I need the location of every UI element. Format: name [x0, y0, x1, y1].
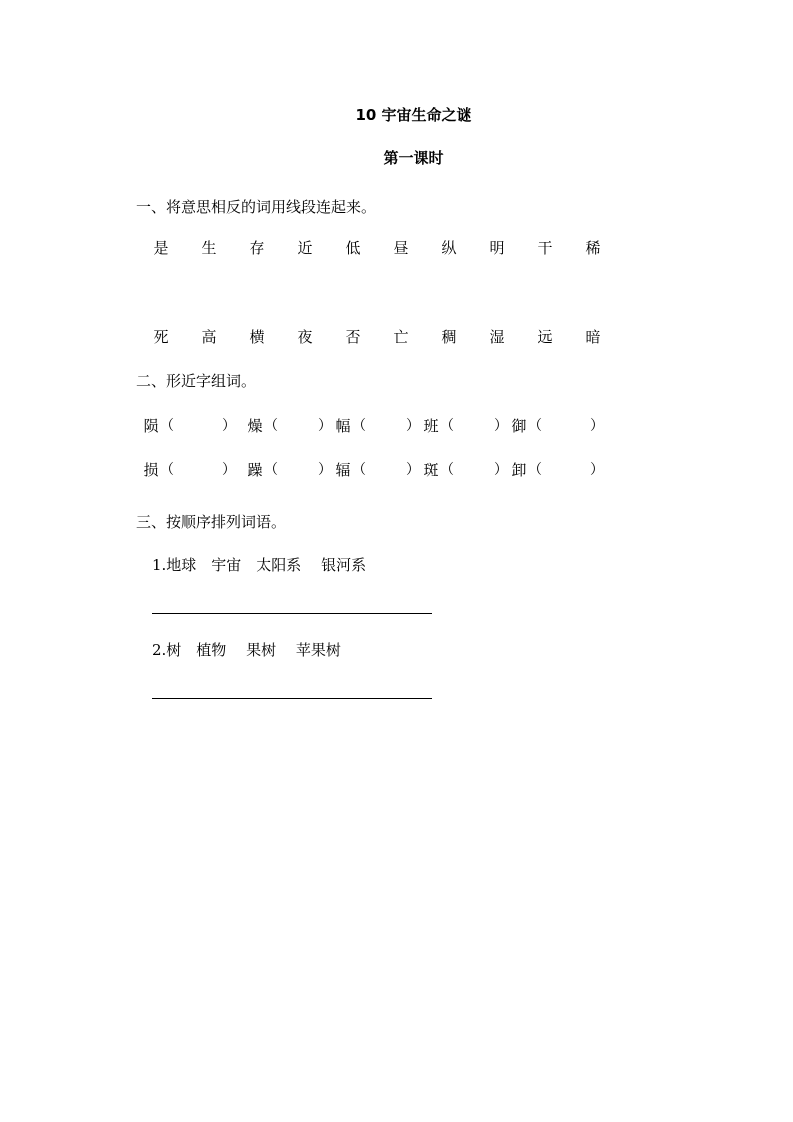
char-bottom-6: 亡	[393, 328, 409, 346]
answer-line-2[interactable]	[152, 698, 432, 699]
open-paren: （	[440, 462, 454, 478]
section2-heading: 二、形近字组词。	[136, 372, 257, 390]
char-bottom-4: 夜	[297, 328, 313, 346]
char-top-5: 低	[345, 239, 361, 257]
char-top-8: 明	[489, 239, 505, 257]
close-paren: ）	[590, 418, 604, 434]
similar-char-2-5: 卸	[511, 461, 527, 479]
open-paren: （	[440, 418, 454, 434]
similar-char-1-1: 陨	[143, 417, 159, 435]
char-bottom-7: 稠	[441, 328, 457, 346]
char-top-4: 近	[297, 239, 313, 257]
page-title: 10 宇宙生命之谜	[355, 106, 472, 124]
char-top-6: 昼	[393, 239, 409, 257]
close-paren: ）	[494, 462, 508, 478]
close-paren: ）	[590, 462, 604, 478]
char-top-1: 是	[153, 239, 169, 257]
char-bottom-3: 横	[249, 328, 265, 346]
close-paren: ）	[318, 418, 332, 434]
char-bottom-5: 否	[345, 328, 361, 346]
answer-line-1[interactable]	[152, 613, 432, 614]
similar-char-2-1: 损	[143, 461, 159, 479]
close-paren: ）	[222, 418, 236, 434]
order-question-2: 2.树 植物 果树 苹果树	[152, 641, 341, 659]
char-bottom-9: 远	[537, 328, 553, 346]
char-bottom-1: 死	[153, 328, 169, 346]
char-top-10: 稀	[585, 239, 601, 257]
open-paren: （	[264, 418, 278, 434]
open-paren: （	[528, 418, 542, 434]
similar-char-1-4: 班	[423, 417, 439, 435]
char-top-3: 存	[249, 239, 265, 257]
close-paren: ）	[318, 462, 332, 478]
open-paren: （	[352, 462, 366, 478]
char-top-7: 纵	[441, 239, 457, 257]
char-top-9: 干	[537, 239, 553, 257]
char-bottom-8: 湿	[489, 328, 505, 346]
similar-char-2-4: 斑	[423, 461, 439, 479]
close-paren: ）	[494, 418, 508, 434]
open-paren: （	[528, 462, 542, 478]
char-top-2: 生	[201, 239, 217, 257]
char-bottom-2: 高	[201, 328, 217, 346]
open-paren: （	[160, 462, 174, 478]
section3-heading: 三、按顺序排列词语。	[136, 513, 287, 531]
similar-char-1-2: 燥	[247, 417, 263, 435]
similar-char-2-2: 躁	[247, 461, 263, 479]
similar-char-1-5: 御	[511, 417, 527, 435]
open-paren: （	[264, 462, 278, 478]
close-paren: ）	[406, 418, 420, 434]
open-paren: （	[160, 418, 174, 434]
similar-char-2-3: 辐	[335, 461, 351, 479]
section1-heading: 一、将意思相反的词用线段连起来。	[136, 198, 377, 216]
lesson-subtitle: 第一课时	[383, 149, 444, 167]
order-question-1: 1.地球 宇宙 太阳系 银河系	[152, 556, 367, 574]
open-paren: （	[352, 418, 366, 434]
char-bottom-10: 暗	[585, 328, 601, 346]
similar-char-1-3: 幅	[335, 417, 351, 435]
close-paren: ）	[406, 462, 420, 478]
close-paren: ）	[222, 462, 236, 478]
